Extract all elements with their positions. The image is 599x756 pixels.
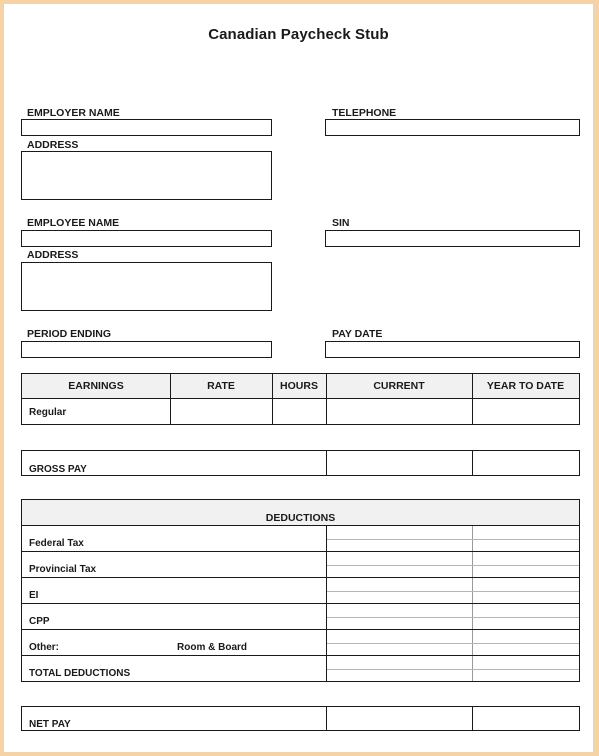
employer-address-field[interactable] [21,151,272,200]
row-label-cpp: CPP [29,616,50,627]
employer-name-field[interactable] [21,119,272,136]
total-deductions-current-cell[interactable] [327,656,472,681]
regular-hours-cell[interactable] [273,399,326,424]
header-rate: RATE [207,380,235,392]
employee-name-label: EMPLOYEE NAME [27,217,120,229]
net-pay-row [21,706,580,731]
deductions-header: DEDUCTIONS [265,512,336,524]
regular-rate-cell[interactable] [171,399,272,424]
row-label-other: Other: [29,642,59,653]
total-deductions-ytd-cell[interactable] [473,656,579,681]
gross-pay-row [21,450,580,476]
employee-address-field[interactable] [21,262,272,311]
period-ending-field[interactable] [21,341,272,358]
federal-tax-current-cell[interactable] [327,526,472,551]
cpp-ytd-cell[interactable] [473,604,579,629]
regular-ytd-cell[interactable] [473,399,579,424]
employee-address-label: ADDRESS [27,249,79,261]
employee-name-field[interactable] [21,230,272,247]
gross-pay-label: GROSS PAY [29,464,87,475]
paycheck-stub-page [4,4,593,752]
header-earnings: EARNINGS [68,380,124,392]
telephone-label: TELEPHONE [332,107,397,119]
provincial-tax-ytd-cell[interactable] [473,552,579,577]
ei-ytd-cell[interactable] [473,578,579,603]
net-pay-label: NET PAY [29,719,71,730]
telephone-field[interactable] [325,119,580,136]
other-current-cell[interactable] [327,630,472,655]
header-year-to-date: YEAR TO DATE [486,380,565,392]
gross-pay-current-cell[interactable] [327,451,472,475]
row-label-total-deductions: TOTAL DEDUCTIONS [29,668,131,679]
ei-current-cell[interactable] [327,578,472,603]
pay-date-label: PAY DATE [332,328,383,340]
page-title: Canadian Paycheck Stub [208,26,389,43]
deductions-table [21,499,580,682]
provincial-tax-current-cell[interactable] [327,552,472,577]
period-ending-label: PERIOD ENDING [27,328,112,340]
sin-field[interactable] [325,230,580,247]
row-label-provincial-tax: Provincial Tax [29,564,97,575]
employer-address-label: ADDRESS [27,139,79,151]
federal-tax-ytd-cell[interactable] [473,526,579,551]
row-label-regular: Regular [29,407,67,418]
gross-pay-ytd-cell[interactable] [473,451,579,475]
net-pay-ytd-cell[interactable] [473,707,579,730]
header-current: CURRENT [373,380,425,392]
employer-name-label: EMPLOYER NAME [27,107,120,119]
earnings-table [21,373,580,425]
row-label-ei: EI [29,590,39,601]
regular-current-cell[interactable] [327,399,472,424]
net-pay-current-cell[interactable] [327,707,472,730]
header-hours: HOURS [280,380,318,392]
pay-date-field[interactable] [325,341,580,358]
row-label-federal-tax: Federal Tax [29,538,84,549]
sin-label: SIN [332,217,350,229]
other-note: Room & Board [177,642,247,653]
other-ytd-cell[interactable] [473,630,579,655]
cpp-current-cell[interactable] [327,604,472,629]
